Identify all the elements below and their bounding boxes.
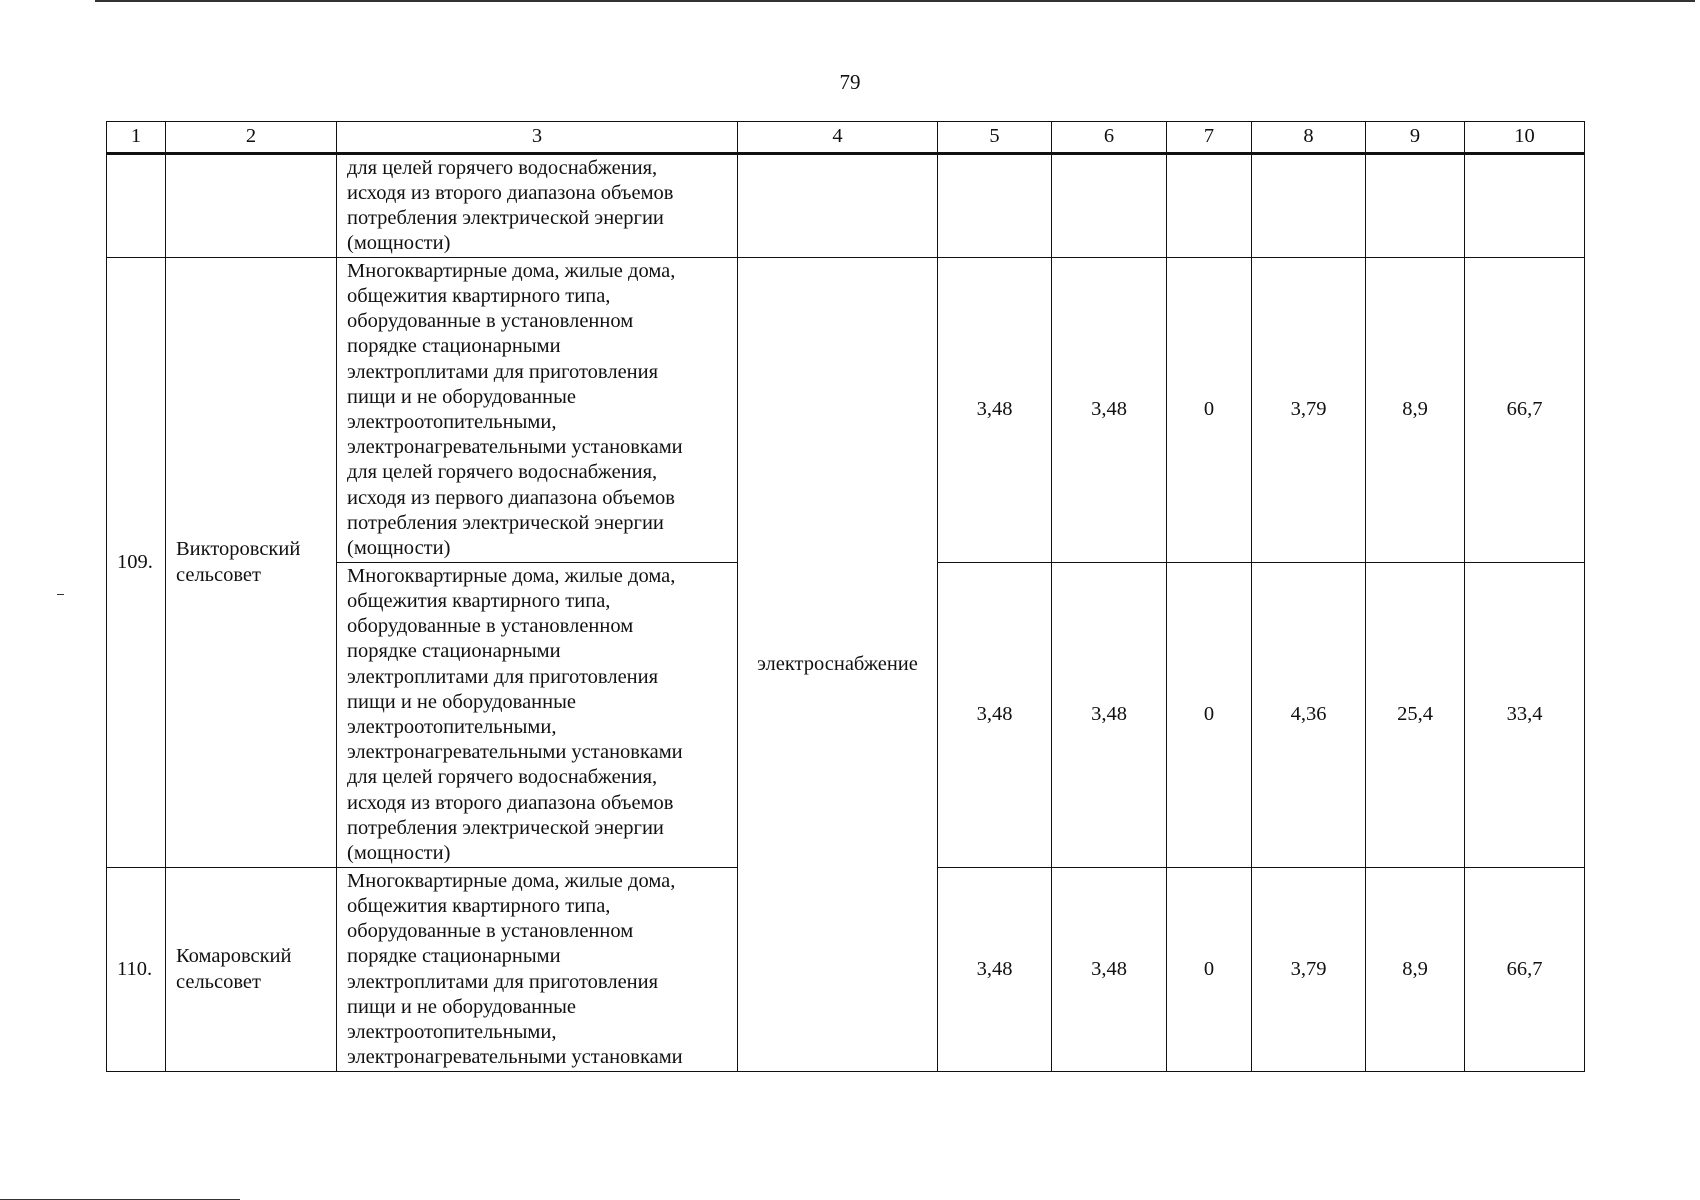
service-cell: [738, 154, 938, 258]
value-cell: 8,9: [1366, 868, 1465, 1072]
value-cell: 3,79: [1252, 868, 1366, 1072]
table-row: [107, 258, 1585, 563]
margin-mark: [57, 594, 64, 595]
service-type: электроснабжение: [738, 258, 938, 1072]
consumer-description: Многоквартирные дома, жилые дома, общежития квартирного типа, оборудованные в установленном порядке стационарными электроплитами для приготовления пищи и не оборудованные электроотопительными, электронагревательными установками: [337, 868, 738, 1072]
settlement-cell: [166, 154, 337, 258]
column-header: 9: [1366, 122, 1465, 154]
value-cell: 3,48: [1052, 258, 1167, 563]
tariff-table: [106, 121, 1585, 1072]
value-cell: 8,9: [1366, 258, 1465, 563]
table-row: [107, 154, 1585, 258]
top-rule: [95, 0, 1695, 2]
value-cell: 0: [1167, 563, 1252, 868]
value-cell: 66,7: [1465, 868, 1585, 1072]
column-header: 2: [166, 122, 337, 154]
row-number-cell: 110.: [107, 868, 166, 1072]
consumer-description: Многоквартирные дома, жилые дома, общежития квартирного типа, оборудованные в установленном порядке стационарными электроплитами для приготовления пищи и не оборудованные электроотопительными, электронагревательными установками для целей горячего водоснабжения, исходя из второго диапазона объемов потребления электрической энергии (мощности): [337, 563, 738, 868]
value-cell: 3,48: [938, 563, 1052, 868]
consumer-description: Многоквартирные дома, жилые дома, общежития квартирного типа, оборудованные в установленном порядке стационарными электроплитами для приготовления пищи и не оборудованные электроотопительными, электронагревательными установками для целей горячего водоснабжения, исходя из первого диапазона объемов потребления электрической энергии (мощности): [337, 258, 738, 563]
column-header: 6: [1052, 122, 1167, 154]
value-cell: 3,48: [1052, 868, 1167, 1072]
column-header: 7: [1167, 122, 1252, 154]
column-header: 3: [337, 122, 738, 154]
value-cell: 33,4: [1465, 563, 1585, 868]
column-header: 1: [107, 122, 166, 154]
value-cell: [1252, 154, 1366, 258]
value-cell: 3,48: [1052, 563, 1167, 868]
value-cell: [1052, 154, 1167, 258]
value-cell: 3,48: [938, 258, 1052, 563]
column-header: 5: [938, 122, 1052, 154]
column-header: 4: [738, 122, 938, 154]
value-cell: 66,7: [1465, 258, 1585, 563]
value-cell: 0: [1167, 258, 1252, 563]
value-cell: 0: [1167, 868, 1252, 1072]
value-cell: 3,79: [1252, 258, 1366, 563]
settlement-name: Комаровский сельсовет: [166, 868, 337, 1072]
value-cell: [1366, 154, 1465, 258]
column-header: 8: [1252, 122, 1366, 154]
consumer-description: для целей горячего водоснабжения, исходя из второго диапазона объемов потребления электрической энергии (мощности): [337, 154, 738, 258]
value-cell: [1465, 154, 1585, 258]
page-number: 79: [839, 70, 861, 94]
header-row: [107, 122, 1585, 154]
value-cell: 25,4: [1366, 563, 1465, 868]
row-number-cell: [107, 154, 166, 258]
row-number-cell: 109.: [107, 258, 166, 868]
value-cell: 3,48: [938, 868, 1052, 1072]
value-cell: [1167, 154, 1252, 258]
value-cell: [938, 154, 1052, 258]
column-header: 10: [1465, 122, 1585, 154]
value-cell: 4,36: [1252, 563, 1366, 868]
settlement-name: Викторовский сельсовет: [166, 258, 337, 868]
